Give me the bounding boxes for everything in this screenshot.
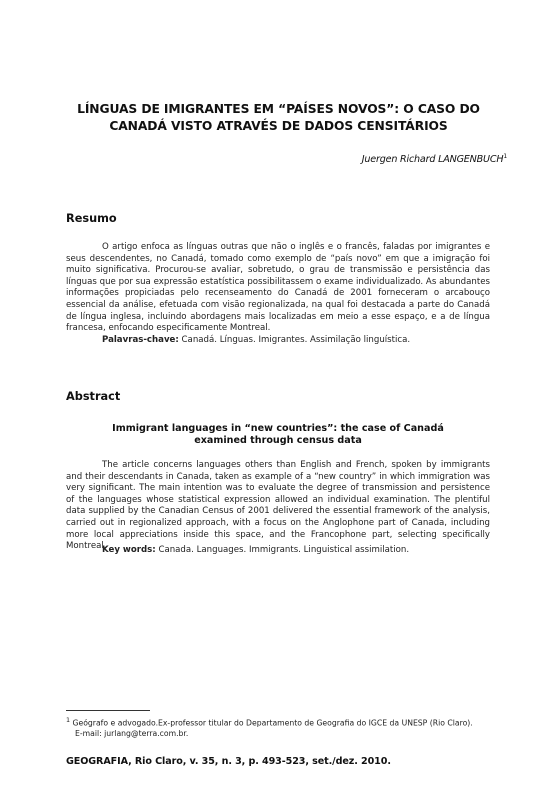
abstract-keywords-values: Canada. Languages. Immigrants. Linguistical assimilation. — [158, 545, 410, 555]
abstract-heading: Abstract — [66, 390, 121, 403]
abstract-title-line-2: examined through census data — [194, 435, 362, 447]
resumo-paragraph: O artigo enfoca as línguas outras que não o inglês e o francês, faladas por imigrantes e seus descendentes, no Canadá, tomado como exemplo de “país novo” em que a imigração foi muito significativa. Procurou-se avaliar, sobretudo, o grau de transmissão e persistência das línguas que por sua expressão estatística possibilitassem o exame individualizado. As abundantes informações propiciadas pelo recenseamento do Canadá de 2001 forneceram o arcabouço essencial da análise, efetuada com visão regionalizada, na qual foi destacada a parte do Canadá de língua inglesa, incluindo abordagens mais localizadas em meio a esse espaço, e a de língua francesa, enfocando especificamente Montreal. — [66, 242, 490, 334]
abstract-paragraph: The article concerns languages others than English and French, spoken by immigrants and their descendants in Canada, taken as example of a “new country” in which immigration was very significant. The main intention was to evaluate the degree of transmission and persistence of the languages whose statistical expression allowed an individual examination. The plentiful data supplied by the Canadian Census of 2001 delivered the essential framework of the analysis, carried out in regionalized approach, with a focus on the Anglophone part of Canada, including more local appreciations inside this space, and the Francophone part, selecting specifically Montreal. — [66, 460, 490, 552]
abstract-title-line-1: Immigrant languages in “new countries”: the case of Canadá — [112, 423, 444, 434]
author-line — [362, 153, 507, 165]
abstract-keywords — [102, 545, 409, 555]
abstract-keywords-label: Key words: — [102, 545, 156, 555]
abstract-text — [66, 460, 490, 553]
resumo-keywords-values: Canadá. Línguas. Imigrantes. Assimilação linguística. — [181, 335, 411, 345]
footnote-mark: 1 — [66, 716, 71, 724]
footnote-divider — [66, 710, 150, 711]
author-footnote-mark: 1 — [503, 153, 507, 160]
footnote-email: E-mail: jurlang@terra.com.br. — [75, 728, 189, 738]
footnote — [66, 715, 506, 739]
journal-reference: GEOGRAFIA, Rio Claro, v. 35, n. 3, p. 493-523, set./dez. 2010. — [66, 756, 391, 767]
paper-title — [60, 101, 497, 135]
resumo-keywords-label: Palavras-chave: — [102, 335, 179, 345]
paper-title-line-2: CANADÁ VISTO ATRAVÉS DE DADOS CENSITÁRIOS — [109, 119, 448, 133]
footnote-affiliation: Geógrafo e advogado.Ex-professor titular do Departamento de Geografia do IGCE da UNESP (Rio Claro). — [72, 718, 473, 728]
resumo-keywords — [102, 335, 410, 345]
footnote-line-1 — [66, 715, 506, 729]
resumo-heading: Resumo — [66, 212, 117, 225]
resumo-text — [66, 242, 490, 335]
author-name: Juergen Richard LANGENBUCH — [361, 154, 504, 166]
abstract-title — [66, 423, 490, 448]
paper-title-line-1: LÍNGUAS DE IMIGRANTES EM “PAÍSES NOVOS”: O CASO DO — [77, 102, 480, 116]
